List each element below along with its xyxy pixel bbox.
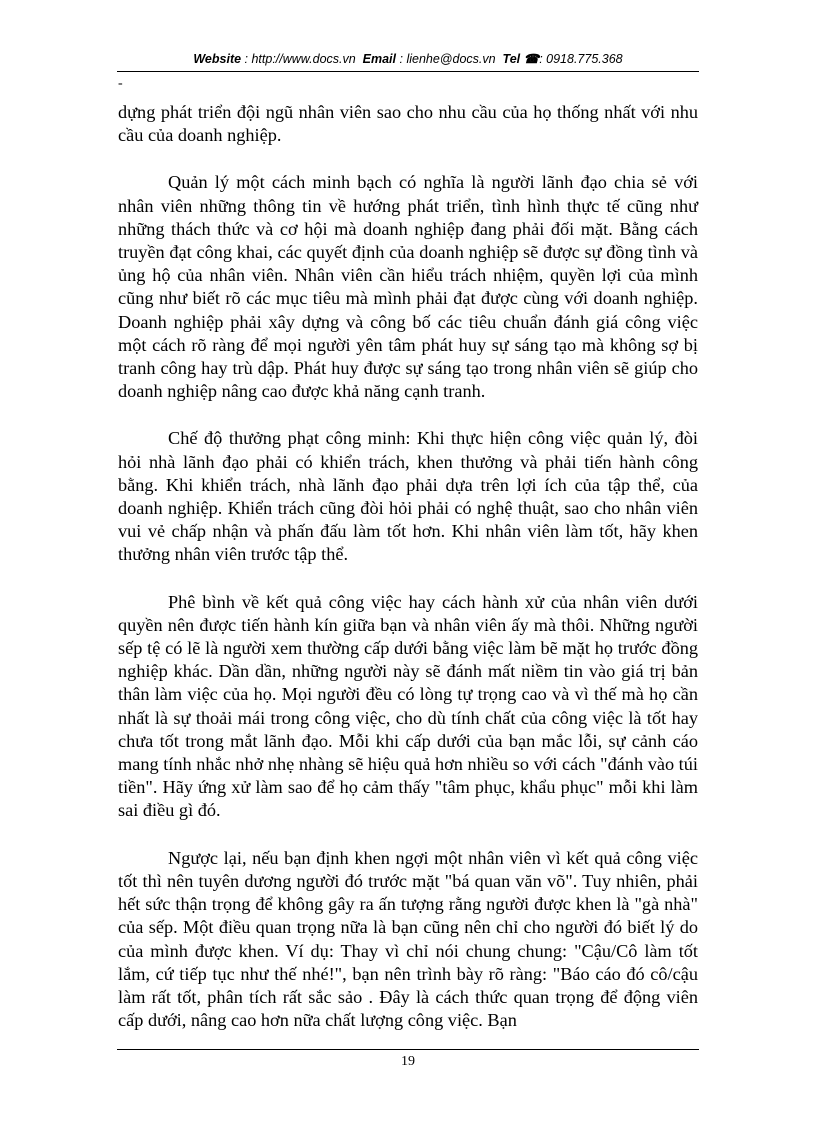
- phone-icon: ☎: [523, 52, 540, 66]
- paragraph: dựng phát triển đội ngũ nhân viên sao cho nhu cầu của họ thống nhất với nhu cầu của doanh nghiệp.: [118, 102, 698, 146]
- page-number: 19: [401, 1054, 415, 1069]
- website-url[interactable]: http://www.docs.vn: [251, 52, 356, 66]
- page-dash: -: [118, 76, 123, 91]
- paragraph: Chế độ thưởng phạt công minh: Khi thực hiện công việc quản lý, đòi hỏi nhà lãnh đạo phải có khiển trách, khen thưởng và phải tiến hành công bằng. Khi khiển trách, nhà lãnh đạo phải dựa trên lợi ích của tập thể, của doanh nghiệp. Khiển trách cũng đòi hỏi phải có nghệ thuật, sao cho nhân viên vui vẻ chấp nhận và phấn đấu làm tốt hơn. Khi nhân viên làm tốt, hãy khen thưởng nhân viên trước tập thể.: [118, 428, 698, 565]
- email-label: Email: [362, 52, 397, 66]
- email-separator: :: [396, 52, 407, 66]
- tel-number: : 0918.775.368: [539, 52, 623, 66]
- paragraph: Phê bình về kết quả công việc hay cách hành xử của nhân viên dưới quyền nên được tiến hành kín giữa bạn và nhân viên ấy mà thôi. Những người sếp tệ có lẽ là người xem thường cấp dưới bằng việc làm bẽ mặt họ trước đồng nghiệp khác. Dần dần, những người này sẽ đánh mất niềm tin vào giá trị bản thân làm việc của họ. Mọi người đều có lòng tự trọng cao và vì thế mà họ cần nhất là sự thoải mái trong công việc, cho dù tính chất của công việc là tốt hay chưa tốt trong mắt lãnh đạo. Mỗi khi cấp dưới của bạn mắc lỗi, sự cảnh cáo mang tính nhắc nhở nhẹ nhàng sẽ hiệu quả hơn nhiều so với cách "đánh vào túi tiền". Hãy ứng xử làm sao để họ cảm thấy "tâm phục, khẩu phục" mỗi khi làm sai điều gì đó.: [118, 591, 698, 821]
- tel-label: Tel: [502, 52, 521, 66]
- footer-divider: [117, 1049, 699, 1050]
- website-separator: :: [241, 52, 252, 66]
- email-address[interactable]: lienhe@docs.vn: [406, 52, 496, 66]
- paragraph: Quản lý một cách minh bạch có nghĩa là người lãnh đạo chia sẻ với nhân viên những thông tin về hướng phát triển, tình hình thực tế cũng như những thách thức và cơ hội mà doanh nghiệp đang phải đối mặt. Bằng cách truyền đạt công khai, các quyết định của doanh nghiệp sẽ được sự đồng tình và ủng hộ của nhân viên. Nhân viên cần hiểu trách nhiệm, quyền lợi của mình cũng như biết rõ các mục tiêu mà mình phải đạt được cùng với doanh nghiệp. Doanh nghiệp phải xây dựng và công bố các tiêu chuẩn đánh giá công việc một cách rõ ràng để mọi người yên tâm phát huy sự sáng tạo mà không sợ bị tranh công hay trù dập. Phát huy được sự sáng tạo trong nhân viên sẽ giúp cho doanh nghiệp nâng cao được khả năng cạnh tranh.: [118, 172, 698, 402]
- paragraph: Ngược lại, nếu bạn định khen ngợi một nhân viên vì kết quả công việc tốt thì nên tuyên dương người đó trước mặt "bá quan văn võ". Tuy nhiên, phải hết sức thận trọng để không gây ra ấn tượng rằng người được khen là "gà nhà" của sếp. Một điều quan trọng nữa là bạn cũng nên chỉ cho người đó biết lý do của mình được khen. Ví dụ: Thay vì chỉ nói chung chung: "Cậu/Cô làm tốt lắm, cứ tiếp tục như thế nhé!", bạn nên trình bày rõ ràng: "Báo cáo đó cô/cậu làm rất tốt, phân tích rất sắc sảo . Đây là cách thức quan trọng để động viên cấp dưới, nâng cao hơn nữa chất lượng công việc. Bạn: [118, 847, 698, 1031]
- page-header: [117, 49, 699, 72]
- website-label: Website: [193, 52, 242, 66]
- document-body: [118, 101, 698, 1056]
